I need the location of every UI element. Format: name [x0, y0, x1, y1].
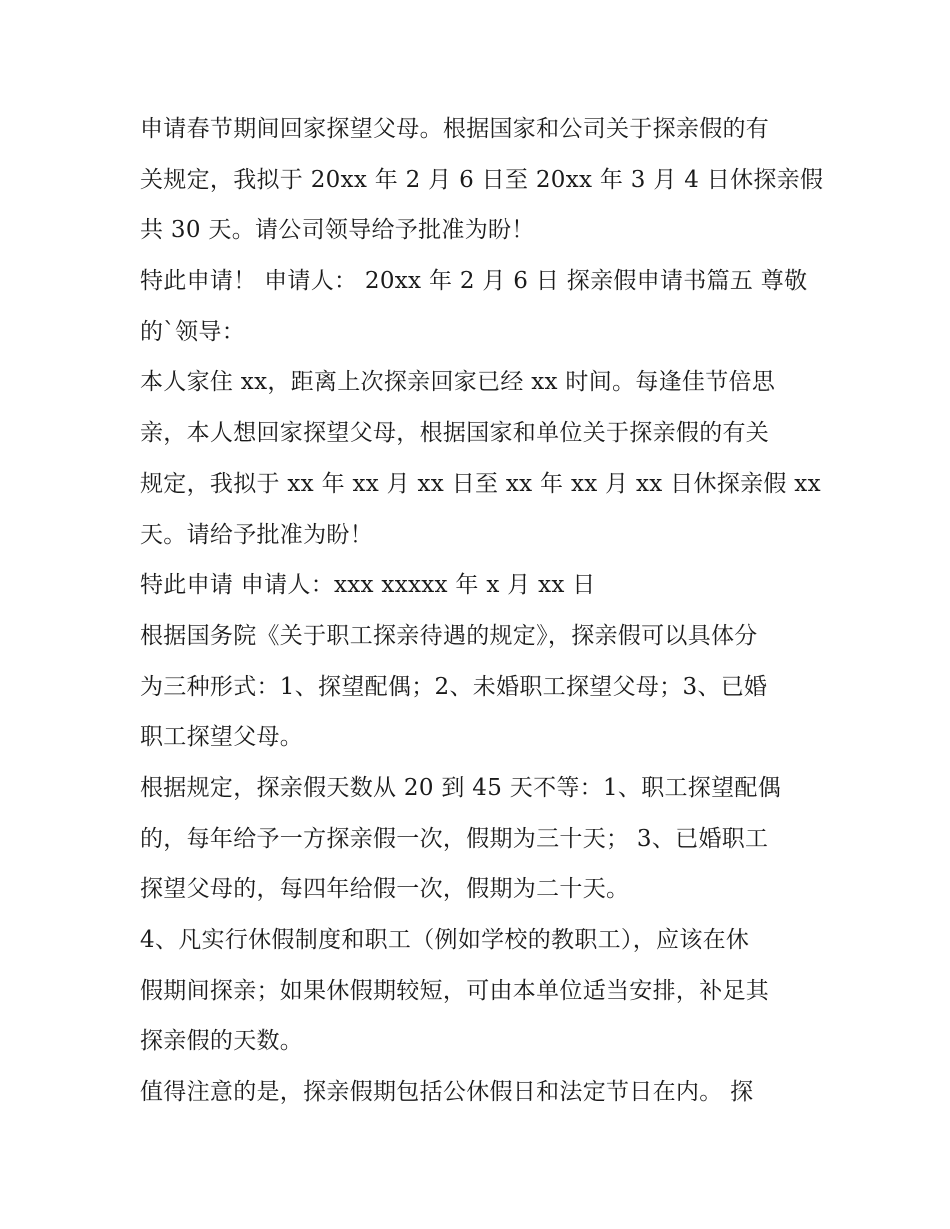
text-line: 本人家住 xx，距离上次探亲回家已经 xx 时间。每逢佳节倍思: [140, 369, 776, 396]
text-line: 特此申请！ 申请人： 20xx 年 2 月 6 日 探亲假申请书篇五 尊敬: [140, 268, 808, 295]
text-line: 值得注意的是，探亲假期包括公休假日和法定节日在内。 探: [140, 1079, 754, 1106]
text-line: 天。请给予批准为盼！: [140, 521, 373, 548]
text-line: 申请春节期间回家探望父母。根据国家和公司关于探亲假的有: [140, 116, 770, 142]
text-line: 亲，本人想回家探望父母，根据国家和单位关于探亲假的有关: [140, 420, 770, 447]
text-line: 共 30 天。请公司领导给予批准为盼！: [140, 217, 535, 244]
text-line: 探望父母的，每四年给假一次，假期为二十天。: [140, 876, 630, 903]
body-text: [140, 104, 830, 1118]
text-line: 4、凡实行休假制度和职工（例如学校的教职工），应该在休: [140, 927, 750, 953]
text-line: 的，每年给予一方探亲假一次，假期为三十天； 3、已婚职工: [140, 825, 769, 852]
text-line: 关规定，我拟于 20xx 年 2 月 6 日至 20xx 年 3 月 4 日休探亲假: [140, 166, 824, 193]
text-line: 为三种形式：1、探望配偶；2、未婚职工探望父母；3、已婚: [140, 673, 768, 700]
text-line: 的`领导：: [140, 318, 245, 345]
text-line: 根据规定，探亲假天数从 20 到 45 天不等：1、职工探望配偶: [140, 774, 782, 801]
text-line: 根据国务院《关于职工探亲待遇的规定》，探亲假可以具体分: [140, 622, 758, 649]
text-line: 特此申请 申请人：xxx xxxxx 年 x 月 xx 日: [140, 572, 596, 599]
text-line: 探亲假的天数。: [140, 1028, 304, 1055]
text-line: 职工探望父母。: [140, 724, 304, 751]
text-line: 假期间探亲；如果休假期较短，可由本单位适当安排，补足其: [140, 977, 770, 1004]
text-line: 规定，我拟于 xx 年 xx 月 xx 日至 xx 年 xx 月 xx 日休探亲假 xx: [140, 470, 821, 497]
